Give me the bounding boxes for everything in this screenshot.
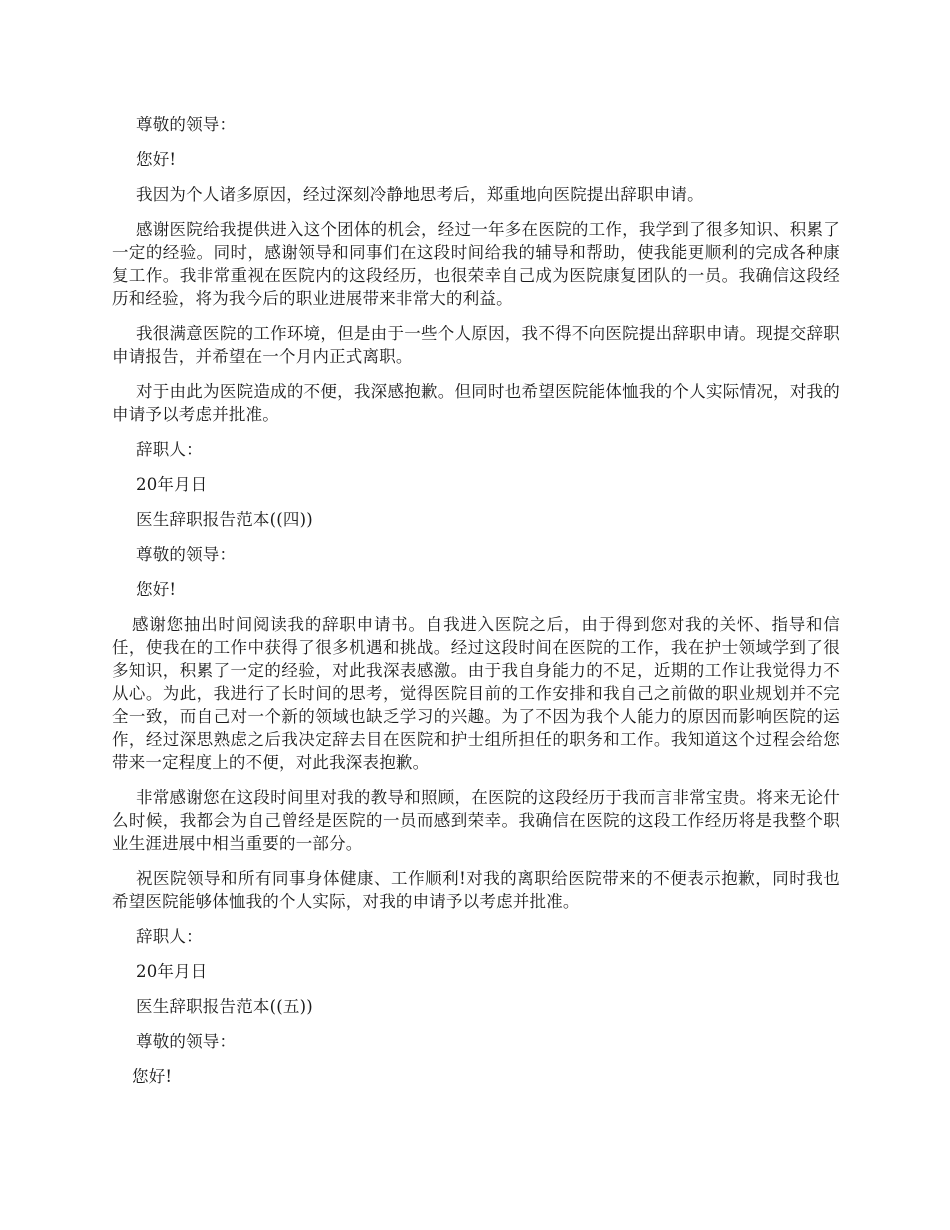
section-title: 医生辞职报告范本((四))	[136, 510, 313, 529]
salutation: 尊敬的领导：	[136, 545, 237, 564]
body-paragraph: 感谢您抽出时间阅读我的辞职申请书。自我进入医院之后，由于得到您对我的关怀、指导和信任，使我在的工作中获得了很多机遇和挑战。经过这段时间在医院的工作，我在护士领域学到了很多知识，积累了一定的经验，对此我深表感激。由于我自身能力的不足，近期的工作让我觉得力不从心。为此，我进行了长时间的思考，觉得医院目前的工作安排和我自己之前做的职业规划并不完全一致，而自己对一个新的领域也缺乏学习的兴趣。为了不因为我个人能力的原因而影响医院的运作，经过深思熟虑之后我决定辞去目在医院和护士组所担任的职务和工作。我知道这个过程会给您带来一定程度上的不便，对此我深表抱歉。	[112, 615, 840, 772]
body-paragraph: 对于由此为医院造成的不便，我深感抱歉。但同时也希望医院能体恤我的个人实际情况，对我的申请予以考虑并批准。	[112, 382, 840, 424]
salutation: 尊敬的领导：	[136, 115, 237, 134]
date-line: 20年月日	[136, 475, 208, 494]
body-paragraph: 祝医院领导和所有同事身体健康、工作顺利!对我的离职给医院带来的不便表示抱歉，同时我也希望医院能够体恤我的个人实际，对我的申请予以考虑并批准。	[112, 869, 840, 911]
document-page	[112, 113, 840, 1100]
greeting: 您好!	[132, 1067, 173, 1086]
signature-label: 辞职人：	[136, 927, 203, 946]
body-paragraph: 我因为个人诸多原因，经过深刻冷静地思考后，郑重地向医院提出辞职申请。	[136, 185, 704, 204]
body-paragraph: 我很满意医院的工作环境，但是由于一些个人原因，我不得不向医院提出辞职申请。现提交辞职申请报告，并希望在一个月内正式离职。	[112, 324, 840, 366]
signature-label: 辞职人：	[136, 440, 203, 459]
body-paragraph: 感谢医院给我提供进入这个团体的机会，经过一年多在医院的工作，我学到了很多知识、积累了一定的经验。同时，感谢领导和同事们在这段时间给我的辅导和帮助，使我能更顺利的完成各种康复工作。我非常重视在医院内的这段经历，也很荣幸自己成为医院康复团队的一员。我确信这段经历和经验，将为我今后的职业进展带来非常大的利益。	[112, 220, 840, 308]
salutation: 尊敬的领导：	[136, 1032, 237, 1051]
body-paragraph: 非常感谢您在这段时间里对我的教导和照顾，在医院的这段经历于我而言非常宝贵。将来无论什么时候，我都会为自己曾经是医院的一员而感到荣幸。我确信在医院的这段工作经历将是我整个职业生涯进展中相当重要的一部分。	[112, 788, 840, 853]
greeting: 您好!	[136, 580, 177, 599]
section-title: 医生辞职报告范本((五))	[136, 997, 313, 1016]
greeting: 您好!	[136, 150, 177, 169]
date-line: 20年月日	[136, 962, 208, 981]
